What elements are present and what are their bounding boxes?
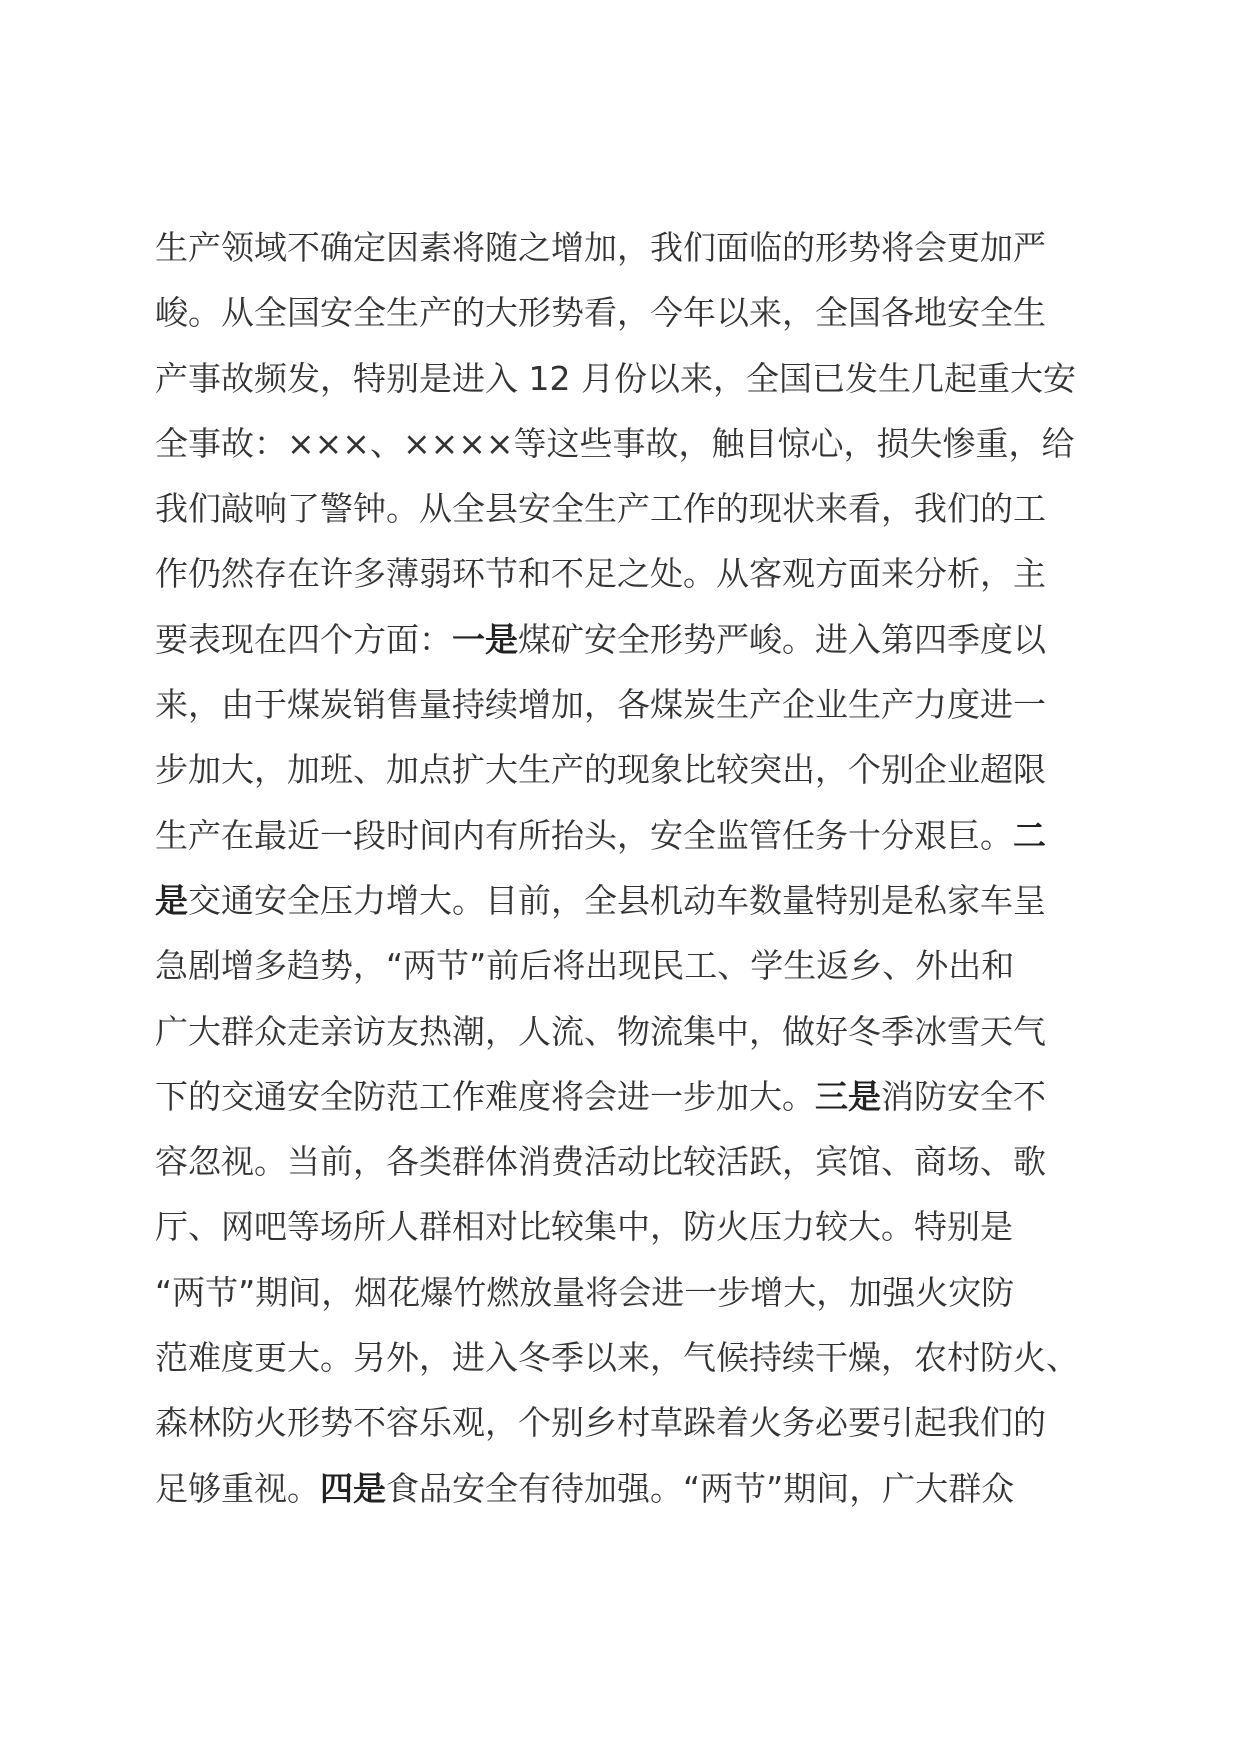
text-line: [155, 1194, 1095, 1259]
text-segment: 下的交通安全防范工作难度将会进一步加大。: [155, 1076, 815, 1116]
text-segment: 森林防火形势不容乐观，个别乡村草跺着火务必要引起我们的: [155, 1403, 1046, 1443]
text-segment: 范难度更大。另外，进入冬季以来，气候持续干燥，农村防火、: [155, 1338, 1079, 1378]
text-segment: 消防安全不: [881, 1076, 1046, 1116]
text-segment: 生产领域不确定因素将随之增加，我们面临的形势将会更加严: [155, 228, 1046, 267]
text-segment: 煤矿安全形势严峻。进入第四季度以: [518, 619, 1046, 659]
text-segment: 交通安全压力增大。目前，全县机动车数量特别是私家车呈: [188, 880, 1046, 920]
text-line: [155, 1064, 1095, 1129]
text-line: [155, 999, 1095, 1064]
bold-keyword: 三是: [815, 1076, 881, 1116]
text-line: [155, 346, 1095, 411]
text-line: [155, 672, 1095, 737]
text-line: [155, 1260, 1095, 1325]
text-line: [155, 280, 1095, 345]
text-segment: 步加大，加班、加点扩大生产的现象比较突出，个别企业超限: [155, 750, 1046, 790]
text-segment: 作仍然存在许多薄弱环节和不足之处。从客观方面来分析，主: [155, 554, 1046, 594]
body-paragraph: [155, 215, 1095, 1521]
text-segment: 产事故频发，特别是进入 12 月份以来，全国已发生几起重大安: [155, 358, 1076, 398]
text-line: [155, 803, 1095, 868]
text-line: [155, 737, 1095, 802]
text-line: [155, 215, 1095, 280]
text-segment: 广大群众走亲访友热潮，人流、物流集中，做好冬季冰雪天气: [155, 1011, 1046, 1051]
text-segment: 生产在最近一段时间内有所抬头，安全监管任务十分艰巨。: [155, 815, 1013, 855]
text-segment: 容忽视。当前，各类群体消费活动比较活跃，宾馆、商场、歌: [155, 1142, 1046, 1182]
text-line: [155, 933, 1095, 998]
bold-keyword: 是: [155, 880, 188, 920]
text-line: [155, 1390, 1095, 1455]
text-segment: 足够重视。: [155, 1468, 320, 1508]
text-line: [155, 476, 1095, 541]
bold-keyword: 一是: [452, 619, 518, 659]
text-line: [155, 411, 1095, 476]
text-segment: 要表现在四个方面：: [155, 619, 452, 659]
text-segment: 我们敲响了警钟。从全县安全生产工作的现状来看，我们的工: [155, 489, 1046, 529]
text-line: [155, 868, 1095, 933]
text-segment: 厅、网吧等场所人群相对比较集中，防火压力较大。特别是: [155, 1207, 1013, 1247]
text-segment: 全事故：×××、××××等这些事故，触目惊心，损失惨重，给: [155, 423, 1075, 463]
text-line: [155, 1325, 1095, 1390]
text-line: [155, 607, 1095, 672]
text-segment: “两节”期间，烟花爆竹燃放量将会进一步增大，加强火灾防: [155, 1272, 1015, 1312]
text-segment: 来，由于煤炭销售量持续增加，各煤炭生产企业生产力度进一: [155, 685, 1046, 725]
text-segment: 食品安全有待加强。“两节”期间，广大群众: [386, 1468, 1015, 1508]
bold-keyword: 四是: [320, 1468, 386, 1508]
text-line: [155, 1129, 1095, 1194]
text-segment: 急剧增多趋势，“两节”前后将出现民工、学生返乡、外出和: [155, 946, 1015, 986]
text-segment: 峻。从全国安全生产的大形势看，今年以来，全国各地安全生: [155, 293, 1046, 333]
bold-keyword: 二: [1013, 815, 1046, 855]
text-line: [155, 1456, 1095, 1521]
text-line: [155, 541, 1095, 606]
